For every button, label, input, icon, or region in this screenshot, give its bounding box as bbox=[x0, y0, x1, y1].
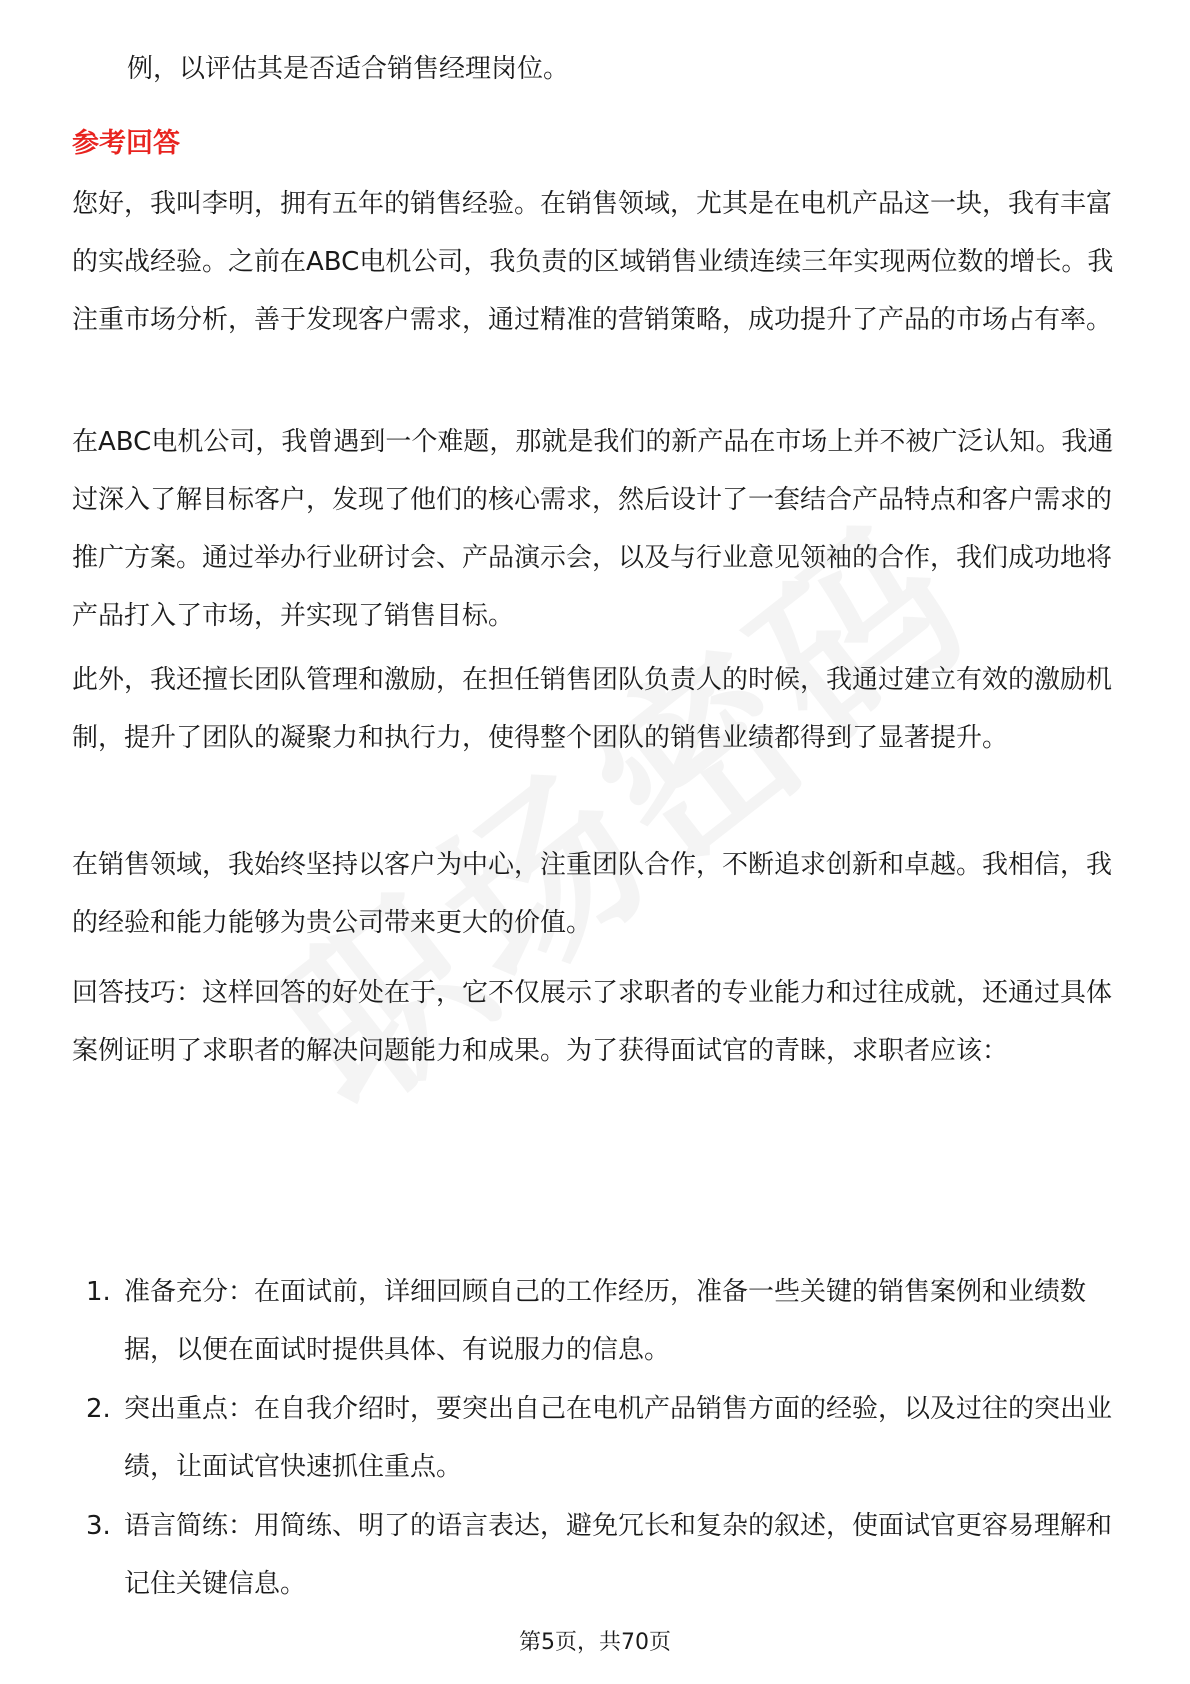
list-item bbox=[72, 1497, 1122, 1613]
list-number: 3. bbox=[86, 1511, 111, 1541]
page-number-footer: 第5页，共70页 bbox=[519, 1630, 671, 1655]
list-item bbox=[72, 1263, 1122, 1379]
tips-intro-paragraph: 回答技巧：这样回答的好处在于，它不仅展示了求职者的专业能力和过往成就，还通过具体案例证明了求职者的解决问题能力和成果。为了获得面试官的青睐，求职者应该： bbox=[72, 978, 1113, 1066]
list-number: 1. bbox=[86, 1277, 111, 1307]
answer-paragraph-1: 您好，我叫李明，拥有五年的销售经验。在销售领域，尤其是在电机产品这一块，我有丰富的实战经验。之前在ABC电机公司，我负责的区域销售业绩连续三年实现两位数的增长。我注重市场分析，善于发现客户需求，通过精准的营销策略，成功提升了产品的市场占有率。 bbox=[72, 189, 1114, 335]
tips-list bbox=[72, 1263, 1122, 1614]
intro-tail-line: 例，以评估其是否适合销售经理岗位。 bbox=[127, 54, 570, 84]
answer-paragraph-3: 此外，我还擅长团队管理和激励，在担任销售团队负责人的时候，我通过建立有效的激励机制，提升了团队的凝聚力和执行力，使得整个团队的销售业绩都得到了显著提升。 bbox=[72, 665, 1113, 753]
answer-heading: 参考回答 bbox=[72, 128, 180, 159]
list-item-text: 突出重点：在自我介绍时，要突出自己在电机产品销售方面的经验，以及过往的突出业绩，让面试官快速抓住重点。 bbox=[124, 1394, 1113, 1482]
list-number: 2. bbox=[86, 1394, 111, 1424]
list-item-text: 准备充分：在面试前，详细回顾自己的工作经历，准备一些关键的销售案例和业绩数据，以便在面试时提供具体、有说服力的信息。 bbox=[124, 1277, 1087, 1365]
list-item bbox=[72, 1380, 1122, 1496]
answer-paragraph-2: 在ABC电机公司，我曾遇到一个难题，那就是我们的新产品在市场上并不被广泛认知。我通过深入了解目标客户，发现了他们的核心需求，然后设计了一套结合产品特点和客户需求的推广方案。通过举办行业研讨会、产品演示会，以及与行业意见领袖的合作，我们成功地将产品打入了市场，并实现了销售目标。 bbox=[72, 427, 1114, 631]
answer-paragraph-4: 在销售领域，我始终坚持以客户为中心，注重团队合作，不断追求创新和卓越。我相信，我的经验和能力能够为贵公司带来更大的价值。 bbox=[72, 850, 1113, 938]
list-item-text: 语言简练：用简练、明了的语言表达，避免冗长和复杂的叙述，使面试官更容易理解和记住关键信息。 bbox=[124, 1511, 1113, 1599]
